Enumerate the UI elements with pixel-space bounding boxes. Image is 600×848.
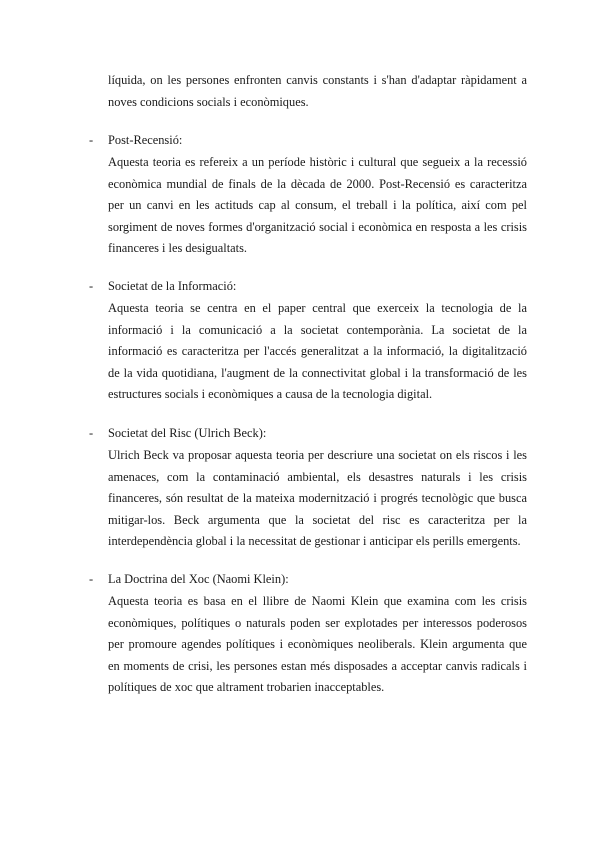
bullet-dash: - — [89, 426, 94, 440]
section-body: Aquesta teoria se centra en el paper central que exerceix la tecnologia de la informació i la comunicació a la societat contemporània. La societat de la informació es caracteritza per l'accés generalitzat a la informació, la digitalització de la vida quotidiana, l'augment de la connectivitat global i la transformació de les estructures socials i econòmiques a causa de la tecnologia digital. — [108, 301, 527, 402]
continuation-paragraph: líquida, on les persones enfronten canvis constants i s'han d'adaptar ràpidament a noves condicions socials i econòmiques. — [108, 73, 527, 109]
section-heading: Post-Recensió: — [108, 133, 183, 147]
section-heading: Societat del Risc (Ulrich Beck): — [108, 426, 267, 440]
bullet-dash: - — [89, 279, 94, 293]
section-body: Ulrich Beck va proposar aquesta teoria per descriure una societat on els riscos i les amenaces, com la contaminació ambiental, els desastres naturals i les crisis financeres, són resultat de la mateixa modernització i progrés tecnològic que busca mitigar-los. Beck argumenta que la societat del risc es caracteritza per la interdependència global i la necessitat de gestionar i anticipar els perills emergents. — [108, 448, 527, 549]
section-body: Aquesta teoria es basa en el llibre de Naomi Klein que examina com les crisis econòmiques, polítiques o naturals poden ser explotades per interessos poderosos per promoure agendes polítiques i econòmiques neoliberals. Klein argumenta que en moments de crisi, les persones estan més disposades a acceptar canvis radicals i polítiques de xoc que altrament trobarien inacceptables. — [108, 594, 527, 695]
section-heading: La Doctrina del Xoc (Naomi Klein): — [108, 572, 289, 586]
section-heading: Societat de la Informació: — [108, 279, 237, 293]
bullet-dash: - — [89, 133, 94, 147]
bullet-dash: - — [89, 572, 94, 586]
section-body: Aquesta teoria es refereix a un període històric i cultural que segueix a la recessió econòmica mundial de finals de la dècada de 2000. Post-Recensió es caracteritza per un canvi en les actituds cap al consum, el treball i la política, així com pel sorgiment de noves formes d'organització social i econòmica en resposta a les crisis financeres i les desigualtats. — [108, 155, 527, 256]
